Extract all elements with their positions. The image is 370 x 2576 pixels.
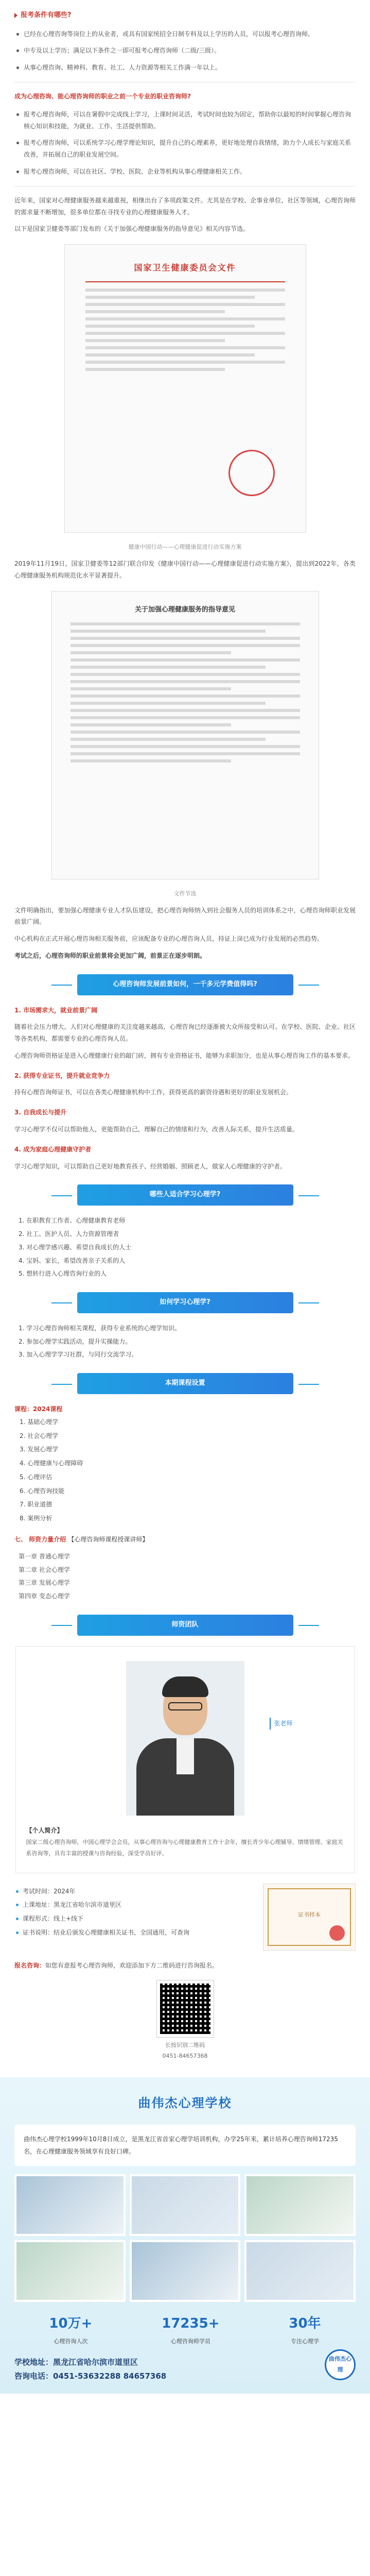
list-item: 报考心理咨询师，可以系统学习心理学理论知识，提升自己的心理素养，更好地处理自我情绪，助力个人成长与家庭关系改善，并拓展自己的职业发展空间。 [14, 137, 356, 161]
document-text-line [71, 723, 231, 726]
info-section [14, 1884, 356, 1951]
list-item: 6. 心理咨询技能 [20, 1487, 65, 1495]
photo-hair [162, 1676, 208, 1697]
document-text-line [85, 289, 285, 292]
teacher-card [15, 1646, 355, 1873]
document-text-line [85, 310, 225, 313]
school-description: 曲伟杰心理学校1999年10月8日成立，是黑龙江省首家心理学培训机构，办学25年来，累计培养心理咨询师17235名，在心理健康服务领域享有良好口碑。 [14, 2125, 356, 2166]
school-card [0, 2077, 370, 2394]
address-line: 学校地址：黑龙江省哈尔滨市道里区 [14, 2358, 138, 2367]
info-row: 证书说明：结业后颁发心理健康相关证书，全国通用，可查询 [14, 1927, 241, 1939]
info-row: 考试时间：2024年 [14, 1886, 241, 1897]
who-list [19, 1215, 356, 1280]
list-item: 5. 心理评估 [20, 1473, 52, 1481]
list-item: 8. 案例分析 [20, 1515, 52, 1522]
certificate-label: 证书样本 [298, 1911, 321, 1918]
list-item: 第一章 普通心理学 [19, 1552, 70, 1560]
section-banner-why: 心理咨询师发展前景如何，一千多元学费值得吗? [77, 974, 293, 995]
list-item: 4. 宝妈、家长，希望改善亲子关系的人 [19, 1257, 126, 1264]
stat-item [49, 2311, 92, 2347]
notice-paragraph-4: 文件明确指出，要加强心理健康专业人才队伍建设，把心理咨询师纳入到社会服务人员的培训体系之中，心理咨询师职业发展前景广阔。 [14, 906, 356, 926]
stat-item [289, 2311, 321, 2347]
stat-item [162, 2311, 219, 2347]
list-item: 5. 想转行进入心理咨询行业的人 [19, 1270, 107, 1278]
notice-paragraph-5: 中心机构在正式开展心理咨询相关服务前，应该配备专业的心理咨询人员，持证上岗已成为行业发展的必然趋势。 [14, 935, 324, 943]
intro-bullets [14, 28, 356, 74]
section-paragraph: 持有心理咨询师证书，可以在各类心理健康机构中工作，获得更高的薪资待遇和更好的职业发展机会。 [14, 1089, 293, 1096]
school-address [14, 2355, 356, 2383]
qr-code[interactable] [157, 1980, 214, 2037]
document-title: 国家卫生健康委员会文件 [134, 263, 236, 273]
teacher-photo-area [26, 1656, 344, 1816]
list-item: 7. 职业道德 [20, 1501, 52, 1509]
list-item: 2. 参加心理学实践活动，提升实操能力。 [19, 1337, 132, 1345]
document-text-line [71, 759, 231, 762]
document-text-line [71, 644, 300, 647]
document-text-line [85, 296, 255, 299]
list-item: 从事心理咨询、精神科、教育、社工、人力资源等相关工作满一年以上。 [14, 62, 356, 74]
notice-paragraph-6: 考试之后，心理咨询师的职业前景将会更加广阔，前景正在逐步明朗。 [14, 952, 206, 960]
course-title: 课程：2024课程 [14, 1405, 63, 1413]
document-redline [85, 281, 285, 282]
section-heading: 3. 自我成长与提升 [14, 1109, 67, 1116]
list-item: 中专及以上学历；满足以下条件之一即可报考心理咨询师（二级/三级）。 [14, 45, 356, 57]
section-banner-course: 本期课程设置 [77, 1373, 293, 1394]
stat-label: 专注心理学 [290, 2338, 319, 2345]
teacher-intro-title: 【个人简介】 [26, 1826, 63, 1834]
teacher-name: 张老师 [270, 1718, 292, 1730]
teacher-chapter-list [19, 1551, 356, 1602]
document-text-line [71, 709, 300, 712]
document-text-line [71, 694, 300, 698]
school-photo [14, 2174, 126, 2236]
document-text-line [85, 353, 255, 357]
teacher-intro: 国家二级心理咨询师，中国心理学会会员，从事心理咨询与心理健康教育工作十余年，擅长青少年心理辅导、情绪管理、家庭关系咨询等，具有丰富的授课与咨询经验，深受学员好评。 [26, 1838, 343, 1857]
section-banner-how: 如何学习心理学? [77, 1292, 293, 1313]
stat-label: 心理咨询师学员 [170, 2338, 210, 2345]
school-name: 曲伟杰心理学校 [138, 2096, 232, 2111]
school-photos [14, 2174, 356, 2302]
stat-number: 10万+ [49, 2315, 93, 2331]
document-text-line [71, 658, 300, 662]
intro-bullets-2 [14, 109, 356, 178]
stat-number: 30年 [289, 2315, 321, 2331]
section-banner-who: 哪些人适合学习心理学? [77, 1184, 293, 1206]
document-text-line [71, 637, 300, 640]
list-item: 3. 对心理学感兴趣、希望自我成长的人士 [19, 1243, 132, 1251]
school-photo [130, 2174, 241, 2236]
document-text-line [85, 346, 285, 349]
school-stats [14, 2311, 356, 2347]
document-text-line [85, 368, 225, 371]
school-photo [130, 2240, 241, 2302]
list-item: 3. 发展心理学 [20, 1446, 59, 1453]
list-item: 2. 社会心理学 [20, 1432, 59, 1439]
document-text-line [71, 651, 231, 654]
document-text-line [71, 622, 300, 625]
stat-number: 17235+ [162, 2315, 220, 2331]
info-row: 课程形式：线上+线下 [14, 1913, 241, 1925]
policy-document-image-2 [51, 591, 319, 879]
notice-paragraph-3: 2019年11月19日，国家卫健委等12部门联合印发《健康中国行动——心理健康促进行动实施方案》，提出到2022年，各类心理健康服务机构规范化水平显著提升。 [14, 560, 356, 579]
document-text-line [71, 673, 300, 676]
document-text-line [71, 687, 231, 690]
document-text-line [71, 630, 266, 633]
section-heading: 1. 市场需求大，就业前景广阔 [14, 1006, 98, 1014]
info-row: 上课地址：黑龙江省哈尔滨市道里区 [14, 1899, 241, 1911]
info-rows [14, 1884, 241, 1941]
policy-document-image-1 [64, 244, 306, 533]
stat-label: 心理咨询人次 [54, 2338, 88, 2345]
intro-question-2: 成为心理咨询、能心理咨询师的职业之前一个专业的职业咨询师? [14, 93, 191, 100]
list-item: 3. 加入心理学学习社群，与同行交流学习。 [19, 1351, 138, 1359]
document-text-line [71, 680, 300, 683]
arrow-icon [14, 13, 17, 18]
section-paragraph: 学习心理学不仅可以帮助他人，更能帮助自己，理解自己的情绪和行为，改善人际关系，提升生活质量。 [14, 1126, 299, 1133]
notice-paragraph-2: 以下是国家卫健委等部门发布的《关于加强心理健康服务的指导意见》相关内容节选。 [14, 225, 250, 233]
document-text-line [85, 325, 255, 328]
list-item: 已经在心理咨询等岗位上的从业者，或具有国家统招全日制专科及以上学历的人员，可以报考心理咨询师。 [14, 28, 356, 40]
list-item: 报考心理咨询师，可以在社区、学校、医院、企业等机构从事心理健康相关工作。 [14, 166, 356, 178]
red-seal-icon [228, 450, 275, 496]
document-text-line [85, 339, 225, 342]
document-text-line [71, 738, 266, 741]
list-item: 第四章 变态心理学 [19, 1592, 70, 1600]
register-note: 报名咨询：如您有意报考心理咨询师，欢迎添加下方二维码进行咨询报名。 [14, 1961, 219, 1969]
school-photo [244, 2240, 356, 2302]
section-paragraph: 心理咨询师资格证是进入心理健康行业的敲门砖，拥有专业资格证书，能够为求职加分，也是从事心理咨询工作的基本要求。 [14, 1052, 355, 1059]
notice-paragraph-1: 近年来，国家对心理健康服务越来越重视，相继出台了多项政策文件。尤其是在学校、企事业单位、社区等领域，心理咨询师的需求量不断增加，很多单位都在寻找专业的心理健康服务人才。 [14, 196, 356, 216]
phone-line: 咨询电话：0451-53632288 84657368 [14, 2371, 167, 2381]
document-caption: 健康中国行动——心理健康促进行动实施方案 [128, 544, 242, 551]
section-heading: 4. 成为家庭心理健康守护者 [14, 1145, 92, 1153]
qr-caption: 长按识别二维码 [165, 2042, 205, 2049]
section-banner-teacher: 师资团队 [77, 1615, 293, 1636]
document-text-line [71, 702, 266, 705]
photo-glasses [168, 1702, 202, 1710]
document-text-line [85, 332, 285, 335]
document-text-line [85, 361, 285, 364]
teacher-section-title: 七、 师资力量介绍 【心理咨询师课程授课讲师】 [14, 1536, 149, 1544]
list-item: 1. 基础心理学 [20, 1418, 59, 1426]
document-text-line [85, 317, 285, 320]
teacher-photo [126, 1661, 244, 1816]
document-text-line [71, 731, 300, 734]
document-text-line [71, 666, 266, 669]
list-item: 1. 学习心理咨询师相关课程，获得专业系统的心理学知识。 [19, 1324, 181, 1332]
list-item: 第三章 发展心理学 [19, 1579, 70, 1587]
document-text-line [71, 752, 300, 755]
list-item: 1. 在职教育工作者、心理健康教育老师 [19, 1217, 126, 1225]
certificate-seal-icon [329, 1925, 345, 1941]
photo-shirt [177, 1738, 194, 1774]
list-item: 第二章 社会心理学 [19, 1566, 70, 1573]
school-photo [14, 2240, 126, 2302]
how-list [19, 1323, 356, 1361]
document-caption: 文件节选 [173, 890, 197, 897]
section-paragraph: 学习心理学知识，可以帮助自己更好地教育孩子、经营婚姻、照顾老人，做家人心理健康的守护者。 [14, 1162, 287, 1170]
certificate-image [263, 1884, 356, 1951]
list-item: 2. 社工、医护人员、人力资源管理者 [19, 1230, 119, 1238]
document-text-line [71, 716, 300, 719]
school-photo [244, 2174, 356, 2236]
course-list [14, 1415, 356, 1526]
qr-phone: 0451-84657368 [162, 2053, 208, 2060]
document-text-line [71, 745, 300, 748]
intro-question-1: 报考条件有哪些? [14, 0, 356, 22]
list-item: 报考心理咨询师，可以在暑假中完成线上学习，上课时间灵活，考试时间也较为固定，帮助你以最短的时间掌握心理咨询核心知识和技能，为就业、工作、生活提供帮助。 [14, 109, 356, 132]
section-heading: 2. 获得专业证书，提升就业竞争力 [14, 1072, 110, 1079]
document-title: 关于加强心理健康服务的指导意见 [134, 605, 235, 614]
school-logo-icon: 曲伟杰心理 [325, 2349, 356, 2380]
divider [14, 186, 356, 187]
section-paragraph: 随着社会压力增大，人们对心理健康的关注度越来越高，心理咨询已经逐渐被大众所接受和认可。在学校、医院、企业、社区等各类机构，都需要专业的心理咨询人员。 [14, 1023, 356, 1043]
list-item: 4. 心理健康与心理障碍 [20, 1460, 83, 1467]
document-text-line [85, 303, 285, 306]
